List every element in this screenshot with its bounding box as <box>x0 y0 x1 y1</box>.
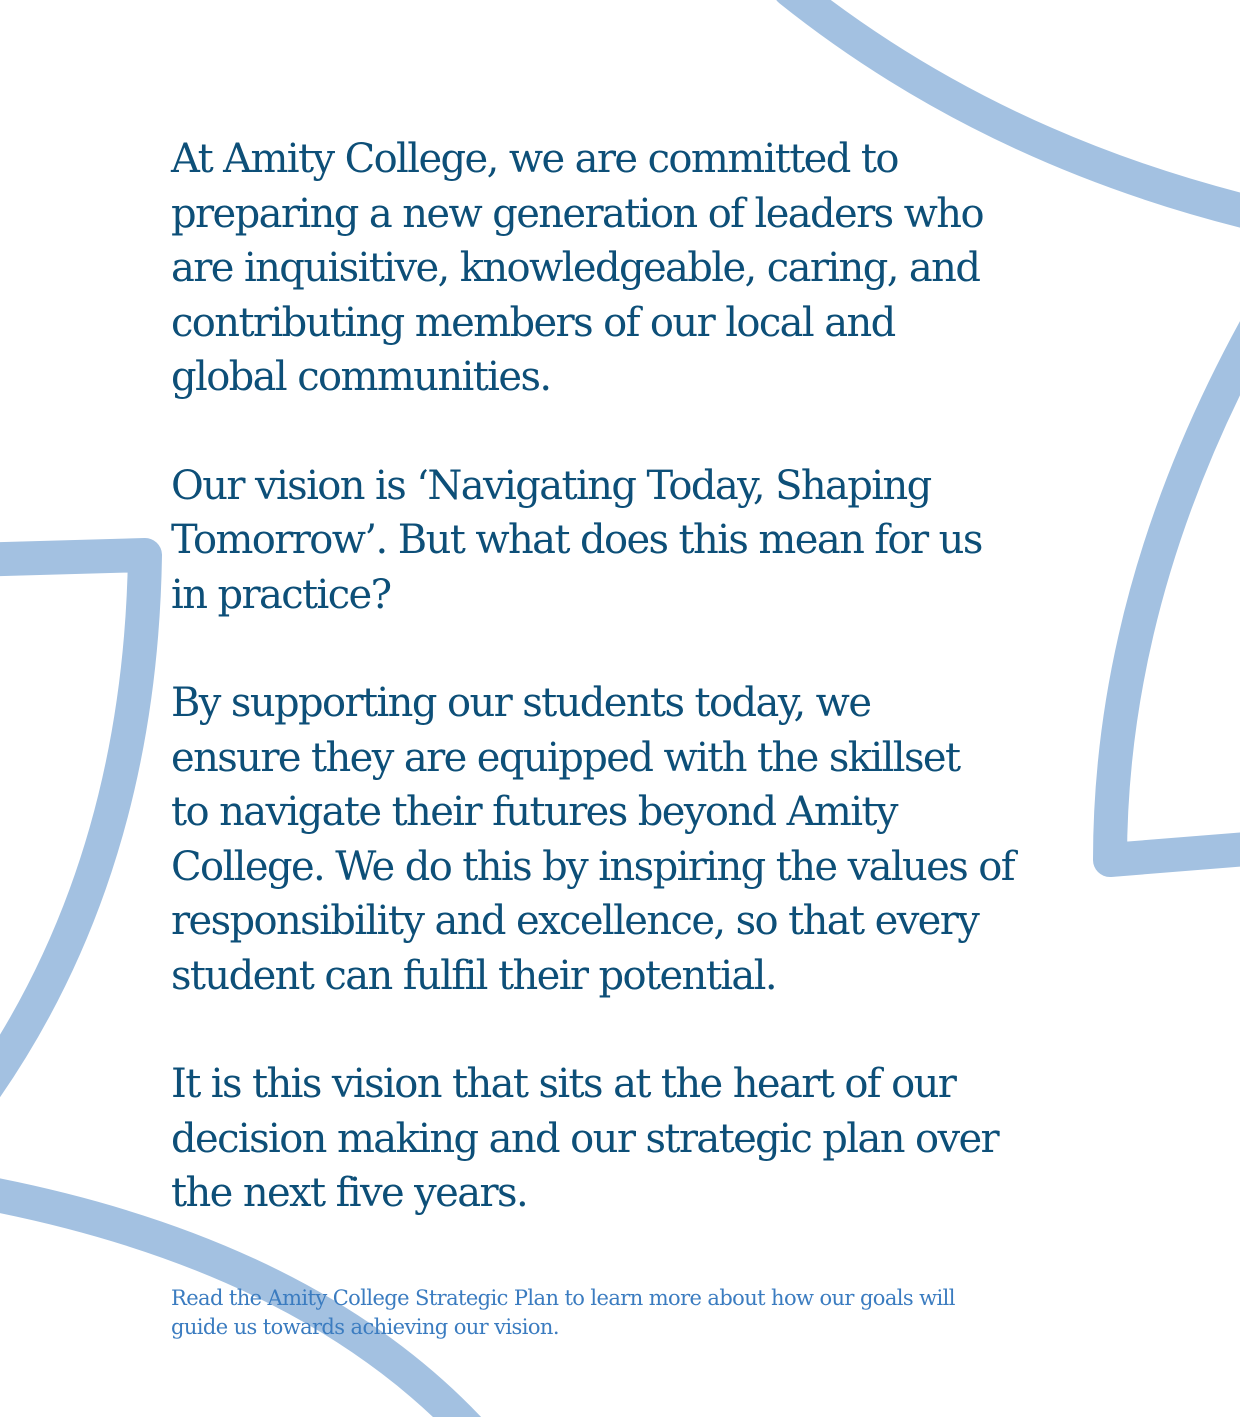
strategy-paragraph <box>171 1057 1071 1221</box>
text-line: Our vision is ‘Navigating Today, Shaping <box>171 462 931 509</box>
text-line: Tomorrow’. But what does this mean for us <box>171 517 982 563</box>
cta-line: guide us towards achieving our vision. <box>171 1314 559 1339</box>
right-bracket-arc <box>1110 320 1240 860</box>
text-line: At Amity College, we are committed to <box>171 136 898 182</box>
text-line: College. We do this by inspiring the values of <box>171 843 1014 890</box>
text-line: in practice? <box>171 571 391 618</box>
text-line: global communities. <box>171 354 551 400</box>
text-line: student can fulfil their potential. <box>171 952 776 999</box>
text-line: are inquisitive, knowledgeable, caring, and <box>171 245 980 291</box>
main-content <box>171 132 1071 1275</box>
left-bracket-arc <box>0 555 145 1110</box>
text-line: contributing members of our local and <box>171 299 895 346</box>
text-line: ensure they are equipped with the skillset <box>171 734 960 781</box>
text-line: preparing a new generation of leaders who <box>171 190 983 237</box>
strategic-plan-note <box>171 1284 1071 1341</box>
text-line: responsibility and excellence, so that every <box>171 898 979 944</box>
text-line: It is this vision that sits at the heart of our <box>171 1061 956 1107</box>
text-line: the next five years. <box>171 1170 528 1216</box>
vision-paragraph <box>171 459 1071 623</box>
text-line: By supporting our students today, we <box>171 680 871 726</box>
text-line: decision making and our strategic plan over <box>171 1115 999 1162</box>
text-line: to navigate their futures beyond Amity <box>171 789 897 835</box>
cta-line: Read the Amity College Strategic Plan to learn more about how our goals will <box>171 1286 955 1310</box>
support-paragraph <box>171 676 1071 1003</box>
intro-paragraph <box>171 132 1071 405</box>
